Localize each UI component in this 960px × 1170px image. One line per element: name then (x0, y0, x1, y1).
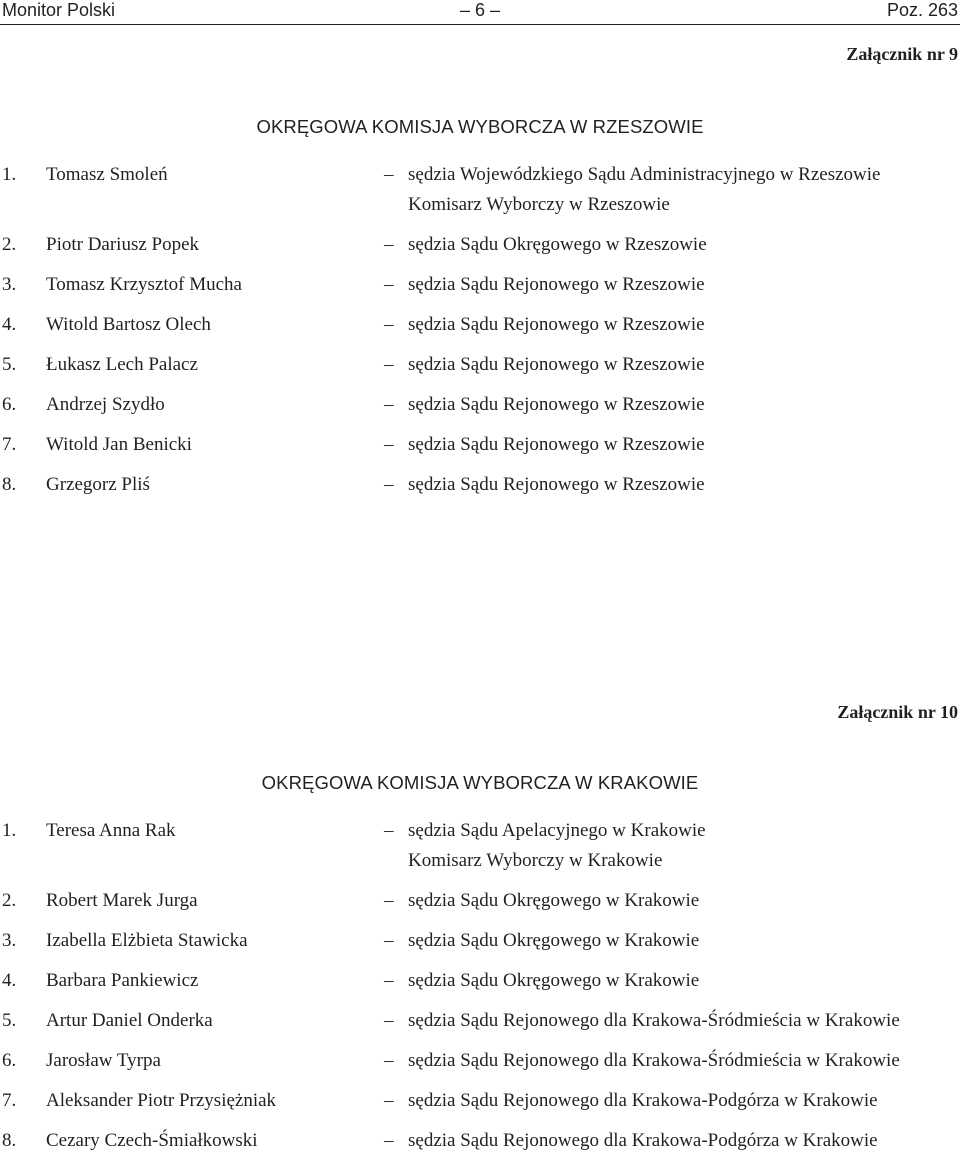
member-name: Andrzej Szydło (46, 394, 165, 415)
dash-separator: – (384, 474, 394, 495)
member-role-extra: Komisarz Wyborczy w Rzeszowie (408, 194, 670, 215)
member-role: sędzia Sądu Rejonowego w Rzeszowie (408, 314, 705, 335)
commission-title: OKRĘGOWA KOMISJA WYBORCZA W RZESZOWIE (256, 116, 704, 137)
dash-separator: – (384, 1010, 394, 1031)
member-name: Witold Jan Benicki (46, 434, 192, 455)
annex-label: Załącznik nr 9 (846, 44, 958, 64)
member-role: sędzia Sądu Okręgowego w Rzeszowie (408, 234, 707, 255)
member-name: Tomasz Smoleń (46, 164, 168, 185)
dash-separator: – (384, 274, 394, 295)
member-name: Jarosław Tyrpa (46, 1050, 161, 1071)
member-name: Teresa Anna Rak (46, 820, 176, 841)
member-number: 6. (2, 394, 17, 415)
dash-separator: – (384, 394, 394, 415)
member-name: Łukasz Lech Palacz (46, 354, 198, 375)
member-name: Artur Daniel Onderka (46, 1010, 213, 1031)
member-role: sędzia Sądu Rejonowego w Rzeszowie (408, 274, 705, 295)
member-name: Cezary Czech-Śmiałkowski (46, 1130, 258, 1151)
page-header (0, 0, 960, 25)
dash-separator: – (384, 164, 394, 185)
member-role: sędzia Sądu Okręgowego w Krakowie (408, 970, 700, 991)
member-list (0, 164, 960, 514)
member-role: sędzia Sądu Rejonowego dla Krakowa-Śródmieścia w Krakowie (408, 1050, 900, 1071)
member-role: sędzia Sądu Rejonowego dla Krakowa-Podgórza w Krakowie (408, 1130, 878, 1151)
dash-separator: – (384, 930, 394, 951)
member-number: 2. (2, 890, 17, 911)
member-role: sędzia Sądu Rejonowego w Rzeszowie (408, 394, 705, 415)
member-role: sędzia Sądu Rejonowego dla Krakowa-Podgórza w Krakowie (408, 1090, 878, 1111)
member-name: Witold Bartosz Olech (46, 314, 211, 335)
member-number: 1. (2, 820, 17, 841)
member-number: 2. (2, 234, 17, 255)
publication-title: Monitor Polski (2, 0, 116, 20)
member-row (0, 474, 960, 514)
member-number: 3. (2, 274, 17, 295)
member-row (0, 164, 960, 234)
member-row (0, 434, 960, 474)
member-name: Tomasz Krzysztof Mucha (46, 274, 242, 295)
member-role-extra: Komisarz Wyborczy w Krakowie (408, 850, 663, 871)
member-name: Grzegorz Pliś (46, 474, 150, 495)
dash-separator: – (384, 1050, 394, 1071)
member-role: sędzia Sądu Rejonowego w Rzeszowie (408, 354, 705, 375)
member-number: 1. (2, 164, 17, 185)
member-role: sędzia Sądu Okręgowego w Krakowie (408, 930, 700, 951)
dash-separator: – (384, 1090, 394, 1111)
dash-separator: – (384, 354, 394, 375)
dash-separator: – (384, 890, 394, 911)
member-number: 5. (2, 1010, 17, 1031)
member-name: Robert Marek Jurga (46, 890, 198, 911)
dash-separator: – (384, 234, 394, 255)
annex-label: Załącznik nr 10 (837, 702, 958, 722)
member-row (0, 820, 960, 890)
member-role: sędzia Sądu Rejonowego w Rzeszowie (408, 434, 705, 455)
member-row (0, 354, 960, 394)
commission-title: OKRĘGOWA KOMISJA WYBORCZA W KRAKOWIE (261, 772, 699, 793)
member-row (0, 930, 960, 970)
dash-separator: – (384, 970, 394, 991)
dash-separator: – (384, 1130, 394, 1151)
member-number: 8. (2, 1130, 17, 1151)
member-role: sędzia Sądu Apelacyjnego w Krakowie (408, 820, 706, 841)
member-number: 6. (2, 1050, 17, 1071)
position-number: Poz. 263 (886, 0, 958, 20)
member-number: 7. (2, 1090, 17, 1111)
member-row (0, 274, 960, 314)
member-number: 5. (2, 354, 17, 375)
member-number: 7. (2, 434, 17, 455)
member-row (0, 970, 960, 1010)
member-role: sędzia Sądu Okręgowego w Krakowie (408, 890, 700, 911)
member-row (0, 890, 960, 930)
member-row (0, 1130, 960, 1170)
member-name: Piotr Dariusz Popek (46, 234, 200, 255)
member-name: Barbara Pankiewicz (46, 970, 199, 991)
dash-separator: – (384, 314, 394, 335)
member-row (0, 234, 960, 274)
member-list (0, 820, 960, 1170)
member-name: Aleksander Piotr Przysiężniak (46, 1090, 277, 1111)
member-number: 4. (2, 314, 17, 335)
member-role: sędzia Sądu Rejonowego w Rzeszowie (408, 474, 705, 495)
dash-separator: – (384, 434, 394, 455)
member-role: sędzia Sądu Rejonowego dla Krakowa-Śródmieścia w Krakowie (408, 1010, 900, 1031)
member-number: 3. (2, 930, 17, 951)
page-number: – 6 – (459, 0, 501, 20)
member-number: 4. (2, 970, 17, 991)
member-row (0, 394, 960, 434)
member-role: sędzia Wojewódzkiego Sądu Administracyjnego w Rzeszowie (408, 164, 881, 185)
member-row (0, 314, 960, 354)
member-row (0, 1050, 960, 1090)
dash-separator: – (384, 820, 394, 841)
member-name: Izabella Elżbieta Stawicka (46, 930, 248, 951)
member-number: 8. (2, 474, 17, 495)
member-row (0, 1090, 960, 1130)
member-row (0, 1010, 960, 1050)
